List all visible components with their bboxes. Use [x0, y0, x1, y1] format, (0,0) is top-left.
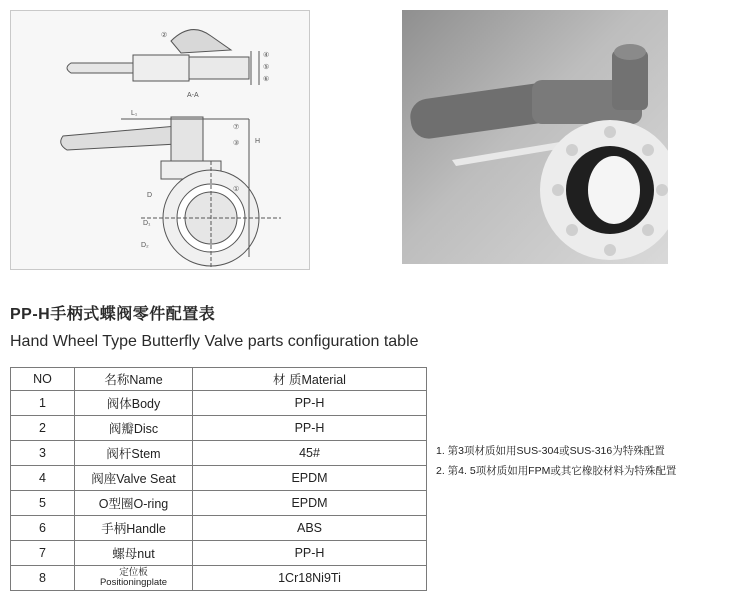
cell-name: 阀座Valve Seat — [75, 466, 193, 491]
notes — [436, 441, 676, 481]
cell-material: PP-H — [193, 416, 427, 441]
table-header-row — [11, 368, 427, 391]
cell-material: PP-H — [193, 541, 427, 566]
table-row — [11, 566, 427, 591]
header-material: 材 质Material — [193, 368, 427, 391]
svg-text:D: D — [147, 192, 153, 199]
table-row — [11, 516, 427, 541]
cell-name: 阀杆Stem — [75, 441, 193, 466]
svg-text:③: ③ — [233, 140, 240, 147]
table-row — [11, 391, 427, 416]
svg-text:H: H — [255, 138, 261, 145]
cell-name: 手柄Handle — [75, 516, 193, 541]
cell-material: PP-H — [193, 391, 427, 416]
cell-no: 1 — [11, 391, 75, 416]
header-name: 名称Name — [75, 368, 193, 391]
cell-no: 3 — [11, 441, 75, 466]
cell-name — [75, 566, 193, 591]
cell-no: 4 — [11, 466, 75, 491]
cell-name-zh: 定位板 — [119, 567, 148, 578]
section-label: A-A — [187, 92, 199, 99]
table-row — [11, 491, 427, 516]
cell-no: 6 — [11, 516, 75, 541]
svg-text:④: ④ — [263, 52, 270, 59]
cell-name: O型圈O-ring — [75, 491, 193, 516]
cell-material: 1Cr18Ni9Ti — [193, 566, 427, 591]
cell-material: 45# — [193, 441, 427, 466]
svg-text:L₁: L₁ — [131, 110, 138, 117]
svg-text:D₁: D₁ — [143, 220, 151, 227]
svg-text:①: ① — [233, 186, 240, 193]
cell-no: 7 — [11, 541, 75, 566]
parts-table — [10, 367, 427, 591]
technical-drawing — [10, 10, 310, 270]
cell-name: 阀瓣Disc — [75, 416, 193, 441]
title-zh: PP-H手柄式蝶阀零件配置表 — [10, 306, 216, 323]
header-no: NO — [11, 368, 75, 391]
cell-name: 阀体Body — [75, 391, 193, 416]
cell-no: 8 — [11, 566, 75, 591]
table-row — [11, 416, 427, 441]
svg-text:⑥: ⑥ — [263, 76, 270, 83]
product-photo — [402, 10, 668, 264]
table-row — [11, 541, 427, 566]
title-en: Hand Wheel Type Butterfly Valve parts configuration table — [10, 333, 419, 350]
cell-name: 螺母nut — [75, 541, 193, 566]
svg-text:⑤: ⑤ — [263, 64, 270, 71]
svg-text:⑦: ⑦ — [233, 124, 240, 131]
note-1: 1. 第3项材质如用SUS-304或SUS-316为特殊配置 — [436, 445, 665, 457]
note-2: 2. 第4. 5项材质如用FPM或其它橡胶材料为特殊配置 — [436, 465, 677, 477]
table-row — [11, 441, 427, 466]
cell-no: 2 — [11, 416, 75, 441]
cell-material: ABS — [193, 516, 427, 541]
cell-no: 5 — [11, 491, 75, 516]
svg-text:D₂: D₂ — [141, 242, 149, 249]
svg-text:②: ② — [161, 32, 168, 39]
cell-material: EPDM — [193, 466, 427, 491]
cell-name-en: Positioningplate — [99, 577, 168, 588]
cell-material: EPDM — [193, 491, 427, 516]
table-row — [11, 466, 427, 491]
